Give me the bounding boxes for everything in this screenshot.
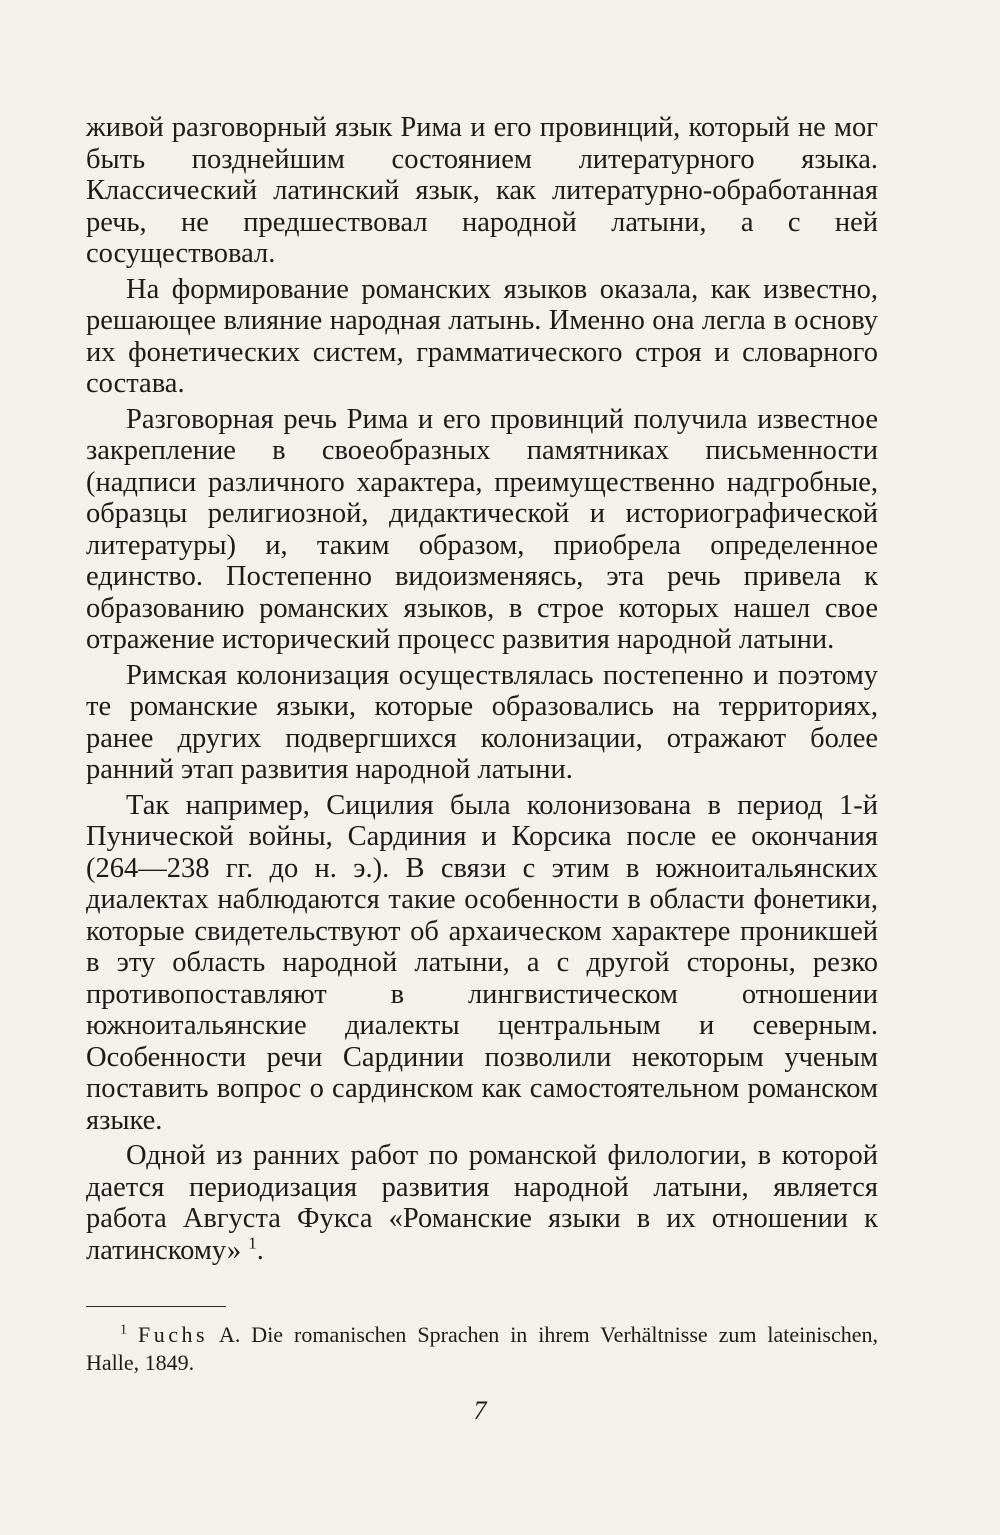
footnote-divider: [86, 1306, 226, 1307]
paragraph-with-footnote: Одной из ранних работ по романской филологии, в которой дается периодизация развития народной латыни, является работа Августа Фукса «Романские языки в их отношении к латинскому» $^1$.: [86, 1140, 878, 1266]
footnote-author: Fuchs: [137, 1322, 209, 1347]
paragraph-text: Одной из ранних работ по романской филологии, в которой дается периодизация развития народной латыни, является работа Августа Фукса «Романские языки в их отношении к латинскому»: [86, 1140, 878, 1266]
footnote-reference[interactable]: 1: [248, 1233, 257, 1252]
footnote: [86, 1321, 878, 1377]
page-number: 7: [473, 1396, 487, 1425]
paragraph: Разговорная речь Рима и его провинций получила известное закрепление в своеобразных памятниках письменности (надписи различного характера, преимущественно надгробные, образцы религиозной, дидактической и историографической литературы) и, таким образом, приобрела определенное единство. Постепенно видоизменяясь, эта речь привела к образованию романских языков, в строе которых нашел свое отражение исторический процесс развития народной латыни.: [86, 403, 878, 655]
paragraph: На формирование романских языков оказала, как известно, решающее влияние народная латынь. Именно она легла в основу их фонетических систем, грамматического строя и словарного состава.: [86, 273, 878, 399]
page-body: [86, 112, 878, 1377]
footnote-citation: A. Die romanischen Sprachen in ihrem Verhältnisse zum lateinischen, Halle, 1849.: [86, 1322, 879, 1375]
paragraph: Римская колонизация осуществлялась постепенно и поэтому те романские языки, которые образовались на территориях, ранее других подвергшихся колонизации, отражают более ранний этап развития народной латыни.: [86, 659, 878, 785]
paragraph: живой разговорный язык Рима и его провинций, который не мог быть позднейшим состоянием литературного языка. Классический латинский язык, как литературно-обработанная речь, не предшествовал народной латыни, а с ней сосуществовал.: [86, 112, 878, 269]
main-text: [86, 112, 878, 1266]
paragraph: Так например, Сицилия была колонизована в период 1-й Пунической войны, Сардиния и Корсика после ее окончания (264—238 гг. до н. э.). В связи с этим в южноитальянских диалектах наблюдаются такие особенности в области фонетики, которые свидетельствуют об архаическом характере проникшей в эту область народной латыни, а с другой стороны, резко противопоставляют в лингвистическом отношении южноитальянские диалекты центральным и северным. Особенности речи Сардинии позволили некоторым ученым поставить вопрос о сардинском как самостоятельном романском языке.: [86, 789, 878, 1136]
footnote-marker: 1: [120, 1322, 127, 1338]
